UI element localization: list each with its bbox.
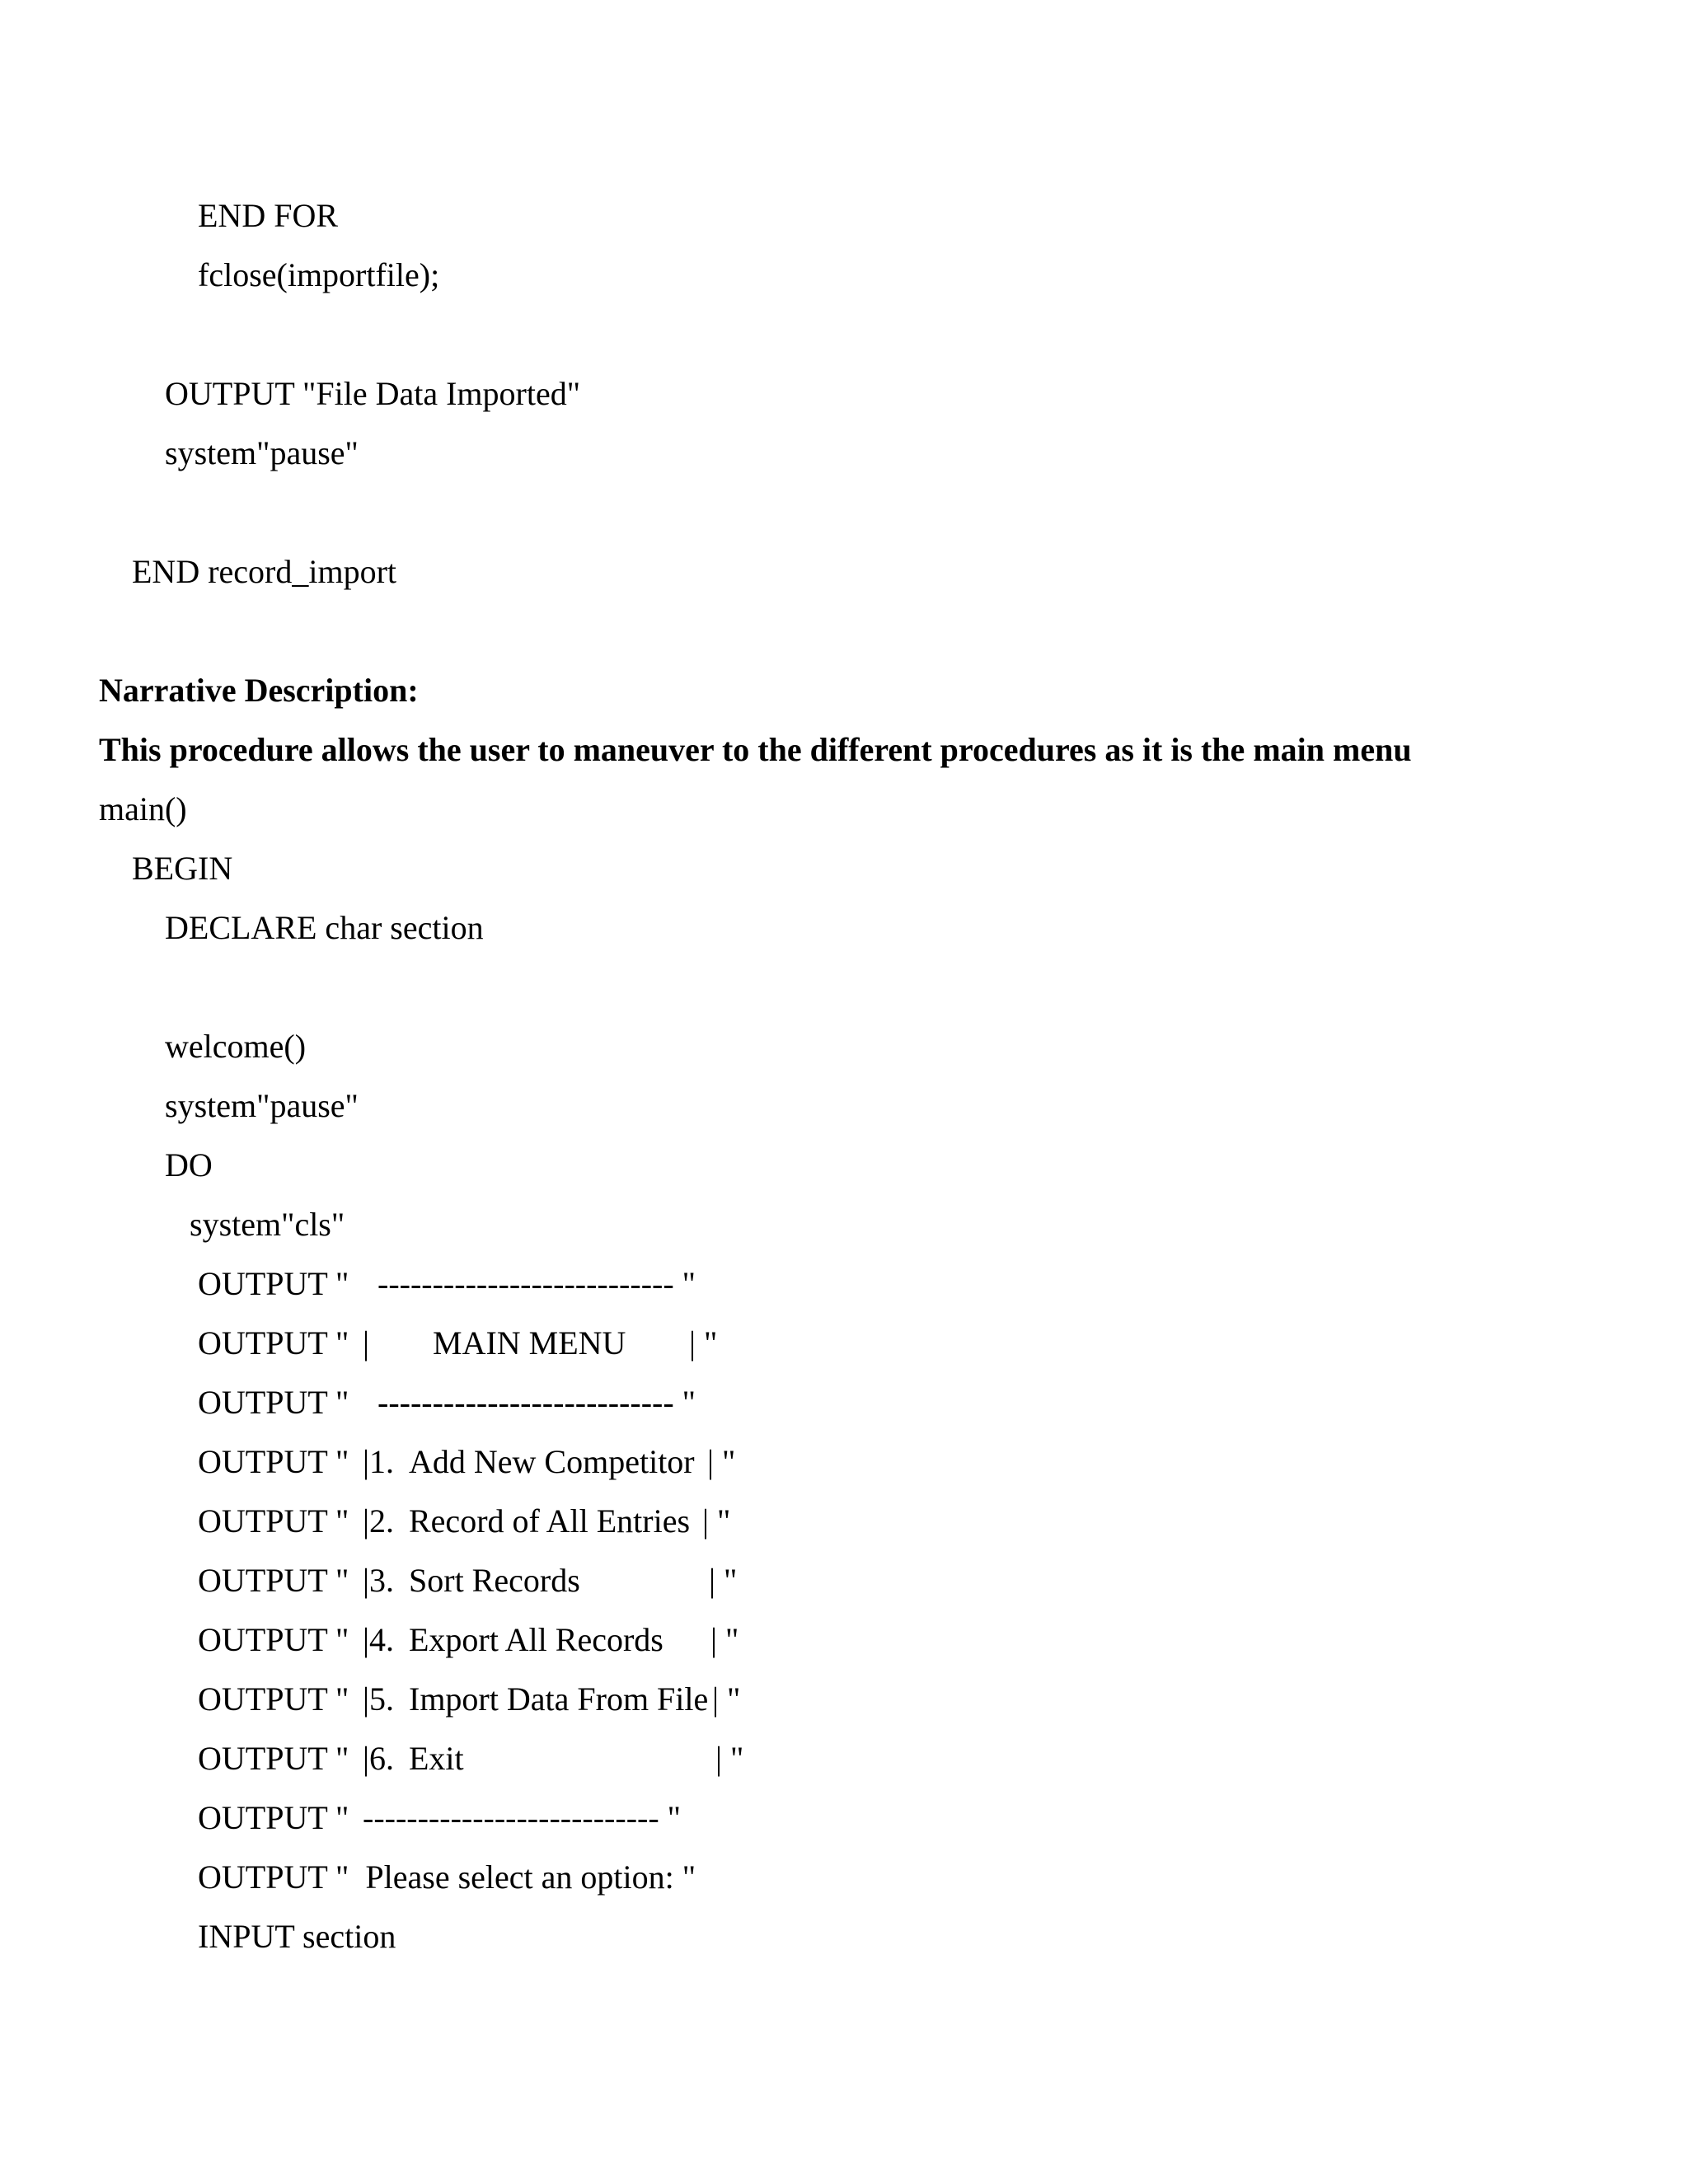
menu-item-label: Export All Records: [409, 1621, 663, 1658]
code-end-for: END FOR: [198, 197, 339, 234]
menu-dashes: --------------------------- ": [377, 1265, 696, 1302]
menu-bar-right: | ": [715, 1740, 744, 1777]
code-end-record-import: END record_import: [132, 553, 397, 590]
code-system-cls: system"cls": [190, 1206, 345, 1243]
menu-bar-right: | ": [712, 1680, 741, 1718]
menu-item-label: Sort Records: [409, 1562, 580, 1599]
output-keyword: OUTPUT ": [198, 1740, 349, 1777]
menu-dashes: --------------------------- ": [363, 1799, 681, 1836]
code-do: DO: [165, 1146, 213, 1183]
menu-item-number: |3.: [363, 1562, 395, 1599]
menu-item-number: |1.: [363, 1443, 395, 1480]
output-keyword: OUTPUT ": [198, 1680, 349, 1718]
code-system-pause: system"pause": [165, 1087, 359, 1124]
menu-bar-right: | ": [689, 1324, 718, 1361]
menu-bar-right: | ": [709, 1562, 738, 1599]
menu-dashes: --------------------------- ": [377, 1384, 696, 1421]
menu-title: MAIN MENU: [433, 1324, 626, 1361]
menu-item-label: Record of All Entries: [409, 1502, 691, 1540]
code-system-pause: system"pause": [165, 434, 359, 471]
output-keyword: OUTPUT ": [198, 1562, 349, 1599]
menu-bar-right: | ": [707, 1443, 736, 1480]
output-keyword: OUTPUT ": [198, 1265, 349, 1302]
output-keyword: OUTPUT ": [198, 1443, 349, 1480]
code-fclose: fclose(importfile);: [198, 256, 440, 293]
code-output-prompt: OUTPUT " Please select an option: ": [198, 1858, 696, 1896]
code-declare: DECLARE char section: [165, 909, 484, 946]
code-begin: BEGIN: [132, 850, 233, 887]
menu-bar-left: |: [363, 1324, 370, 1361]
output-keyword: OUTPUT ": [198, 1799, 349, 1836]
code-welcome: welcome(): [165, 1028, 307, 1065]
narrative-heading: Narrative Description:: [99, 672, 419, 709]
output-keyword: OUTPUT ": [198, 1384, 349, 1421]
menu-item-number: |5.: [363, 1680, 395, 1718]
code-input-section: INPUT section: [198, 1918, 396, 1955]
code-main: main(): [99, 790, 187, 827]
menu-bar-right: | ": [710, 1621, 739, 1658]
code-output-imported: OUTPUT "File Data Imported": [165, 375, 581, 412]
menu-bar-right: | ": [702, 1502, 731, 1540]
menu-item-number: |2.: [363, 1502, 395, 1540]
narrative-text: This procedure allows the user to maneuver to the different procedures as it is the main menu: [99, 731, 1412, 768]
menu-item-label: Import Data From File: [409, 1680, 709, 1718]
menu-item-number: |4.: [363, 1621, 395, 1658]
menu-item-number: |6.: [363, 1740, 395, 1777]
menu-item-label: Add New Competitor: [409, 1443, 695, 1480]
output-keyword: OUTPUT ": [198, 1621, 349, 1658]
menu-item-label: Exit: [409, 1740, 464, 1777]
output-keyword: OUTPUT ": [198, 1502, 349, 1540]
output-keyword: OUTPUT ": [198, 1324, 349, 1361]
